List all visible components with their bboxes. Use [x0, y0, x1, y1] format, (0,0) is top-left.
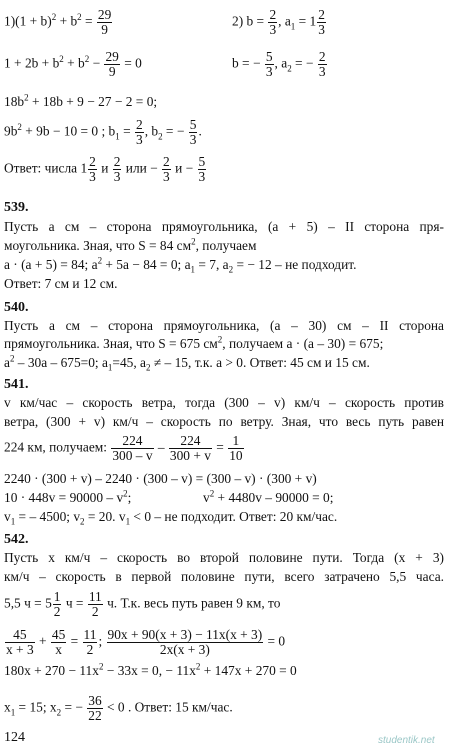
problem-number-542: 542. — [4, 532, 29, 547]
p541-line-3: 224 км, получаем: $\frac{224}{300 - v}$ – $\frac{224}{300 + v}$ = $\frac{1}{10}$ — [4, 433, 243, 464]
answer-block1: Ответ: числа 1 $\frac{2}{3}$ и $\frac{2}{3}$ или − $\frac{2}{3}$ и − $\frac{5}{3}$ — [4, 154, 206, 185]
eq-1-left: $1)(1 + b)^2 + b^2$ = $\frac{29}{9}$ — [4, 7, 112, 38]
p539-line-2: моугольника. Зная, что S = 84 $см^2$, получаем — [4, 236, 257, 253]
p539-answer: Ответ: 7 см и 12 см. — [4, 276, 118, 291]
p542-line-4: $\frac{45}{x + 3}$ + $\frac{45}{x}$ = $\frac{11}{2}$ ; $\frac{90x + 90(x + 3) - 11x(x + 3)}{2x(x + 3)}$ = 0 — [6, 627, 286, 658]
p542-line-6: $x_1 = 15$; $x_2$ = − $\frac{36}{22}$ < 0 . Ответ: 15 км/час. — [4, 693, 233, 724]
eq-4: $9b^2 + 9b - 10 = 0$ ; $b_1$ = $\frac{2}{3}$ , $b_2$ = − $\frac{5}{3}$ . — [4, 117, 202, 148]
problem-number-539: 539. — [4, 200, 29, 215]
p541-line-4: 2240 · (300 + v) – 2240 · (300 – v) = (300 – v) · (300 + v) — [4, 471, 317, 486]
page-number: 124 — [4, 730, 25, 745]
problem-number-540: 540. — [4, 300, 29, 315]
p540-line-3: $a^2 - 30a - 675=0$; $a_1=45$, $a_2$ ≠ – 15, т.к. a > 0. Ответ: 45 см и 15 см. — [4, 353, 370, 373]
p539-line-3: a · (a + 5) = 84; $a^2 + 5a - 84 = 0$; $a_1 = 7$, $a_2$ = − 12 – не подходит. — [4, 255, 357, 275]
p540-line-2: прямоугольника. Зная, что S = 675 $см^2$, получаем a · (a – 30) = 675; — [4, 334, 384, 351]
p542-line-3: 5,5 ч = 5 $\frac{1}{2}$ ч = $\frac{11}{2}$ ч. Т.к. весь путь равен 9 км, то — [4, 589, 281, 620]
eq-1-right: 2) b = $\frac{2}{3}$ , $a_1 = 1$ $\frac{2}{3}$ — [232, 7, 325, 38]
p542-line-2: км/ч – скорость в первой половине пути, всего затрачено 5,5 часа. — [4, 569, 444, 584]
p539-line-1: Пусть a см – сторона прямоугольника, (a + 5) – II сторона пря- — [4, 219, 444, 234]
p541-line-2: ветра, (300 + v) км/ч – скорость по ветру. Зная, что весь путь равен — [4, 414, 444, 429]
eq-2-left: $1 + 2b + b^2 + b^2$ − $\frac{29}{9}$ = 0 — [4, 49, 142, 80]
p542-line-5: $180x + 270 - 11x^2 - 33x = 0$, − $11x^2 + 147x + 270 = 0$ — [4, 661, 297, 678]
p541-line-6: $v_1$ = – 4500; $v_2 = 20$. $v_1 < 0$ – не подходит. Ответ: 20 км/час. — [4, 509, 338, 527]
p540-line-1: Пусть a см – сторона прямоугольника, (a – 30) см – II сторона — [4, 318, 444, 333]
watermark: studentik.net — [378, 735, 435, 746]
p542-line-1: Пусть x км/ч – скорость во второй половине пути. Тогда (x + 3) — [4, 550, 444, 565]
eq-2-right: b = − $\frac{5}{3}$ , $a_2$ = − $\frac{2}{3}$ — [232, 49, 326, 80]
problem-number-541: 541. — [4, 377, 29, 392]
eq-3: $18b^2 + 18b + 9 - 27 - 2 = 0$; — [4, 92, 158, 109]
p541-line-1: v км/час – скорость ветра, тогда (300 – v) км/ч – скорость против — [4, 395, 444, 410]
p541-line-5b: $v^2 + 4480v - 90000 = 0$; — [203, 488, 334, 505]
p541-line-5a: $10 \cdot 448v = 90000 - v^2$; — [4, 488, 132, 505]
